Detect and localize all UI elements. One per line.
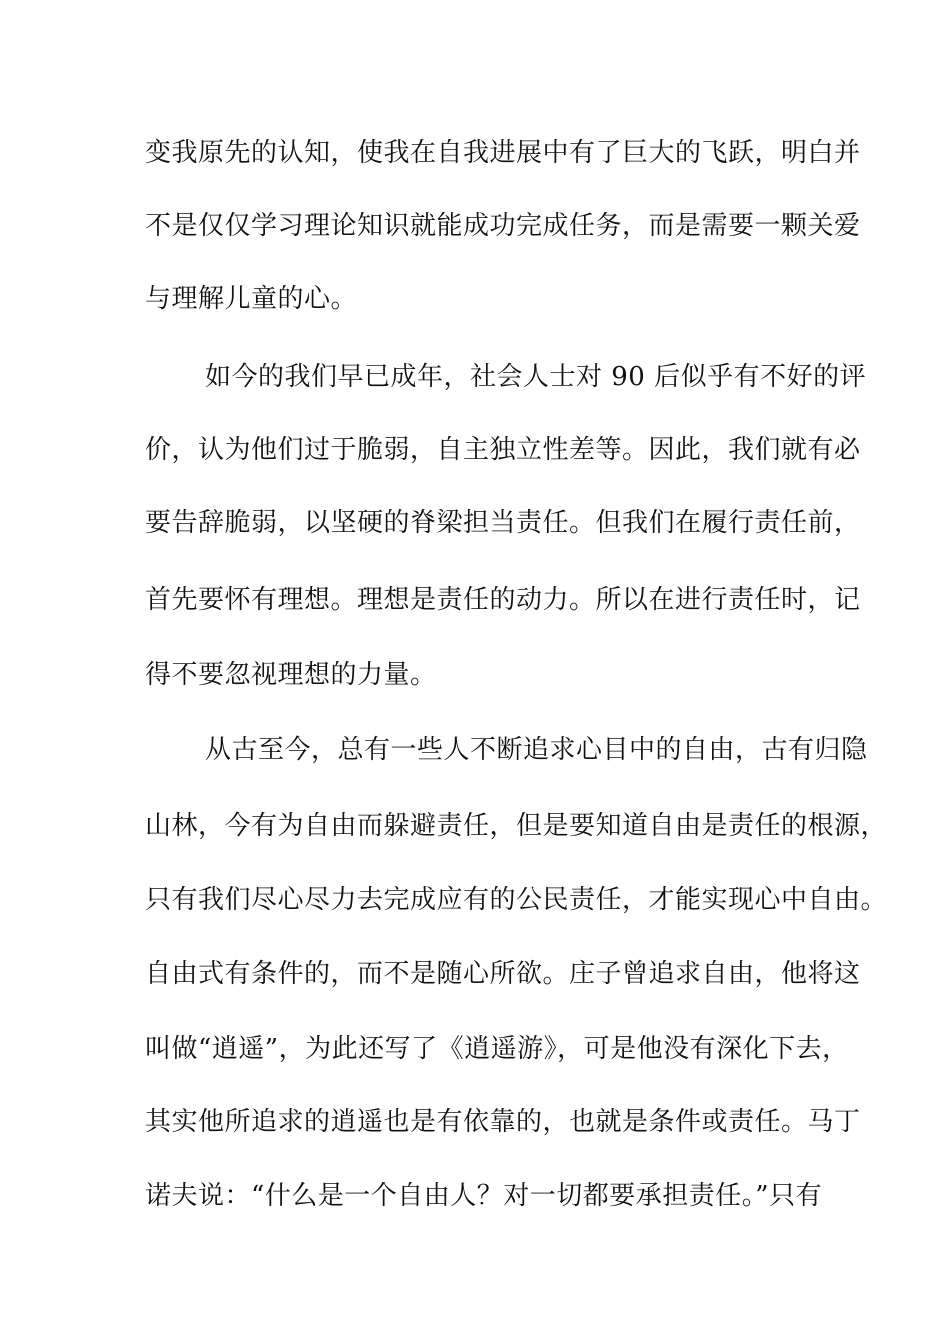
- text-line-7: 首先要怀有理想。理想是责任的动力。所以在进行责任时，记: [145, 585, 861, 615]
- paragraph-2-line-1: 如今的我们早已成年，社会人士对 90 后似乎有不好的评: [205, 362, 867, 392]
- text-line-11: 只有我们尽心尽力去完成应有的公民责任，才能实现心中自由。: [145, 885, 888, 915]
- text-line-5: 价，认为他们过于脆弱，自主独立性差等。因此，我们就有必: [145, 435, 861, 465]
- text-line-6: 要告辞脆弱，以坚硬的脊梁担当责任。但我们在履行责任前，: [145, 508, 861, 538]
- text-line-14: 其实他所追求的逍遥也是有依靠的，也就是条件或责任。马丁: [145, 1107, 861, 1137]
- text-line-1: 变我原先的认知，使我在自我进展中有了巨大的飞跃，明白并: [145, 138, 861, 168]
- paragraph-3-line-1: 从古至今，总有一些人不断追求心目中的自由，古有归隐: [205, 735, 868, 765]
- text-line-15: 诺夫说：“什么是一个自由人？对一切都要承担责任。”只有: [145, 1181, 823, 1211]
- text-line-3: 与理解儿童的心。: [145, 284, 358, 314]
- text-line-10: 山林，今有为自由而躲避责任，但是要知道自由是责任的根源，: [145, 811, 888, 841]
- text-line-13: 叫做“逍遥”，为此还写了《逍遥游》，可是他没有深化下去，: [145, 1034, 849, 1064]
- text-line-8: 得不要忽视理想的力量。: [145, 660, 437, 690]
- text-line-12: 自由式有条件的，而不是随心所欲。庄子曾追求自由，他将这: [145, 959, 861, 989]
- text-line-2: 不是仅仅学习理论知识就能成功完成任务，而是需要一颗关爱: [145, 211, 861, 241]
